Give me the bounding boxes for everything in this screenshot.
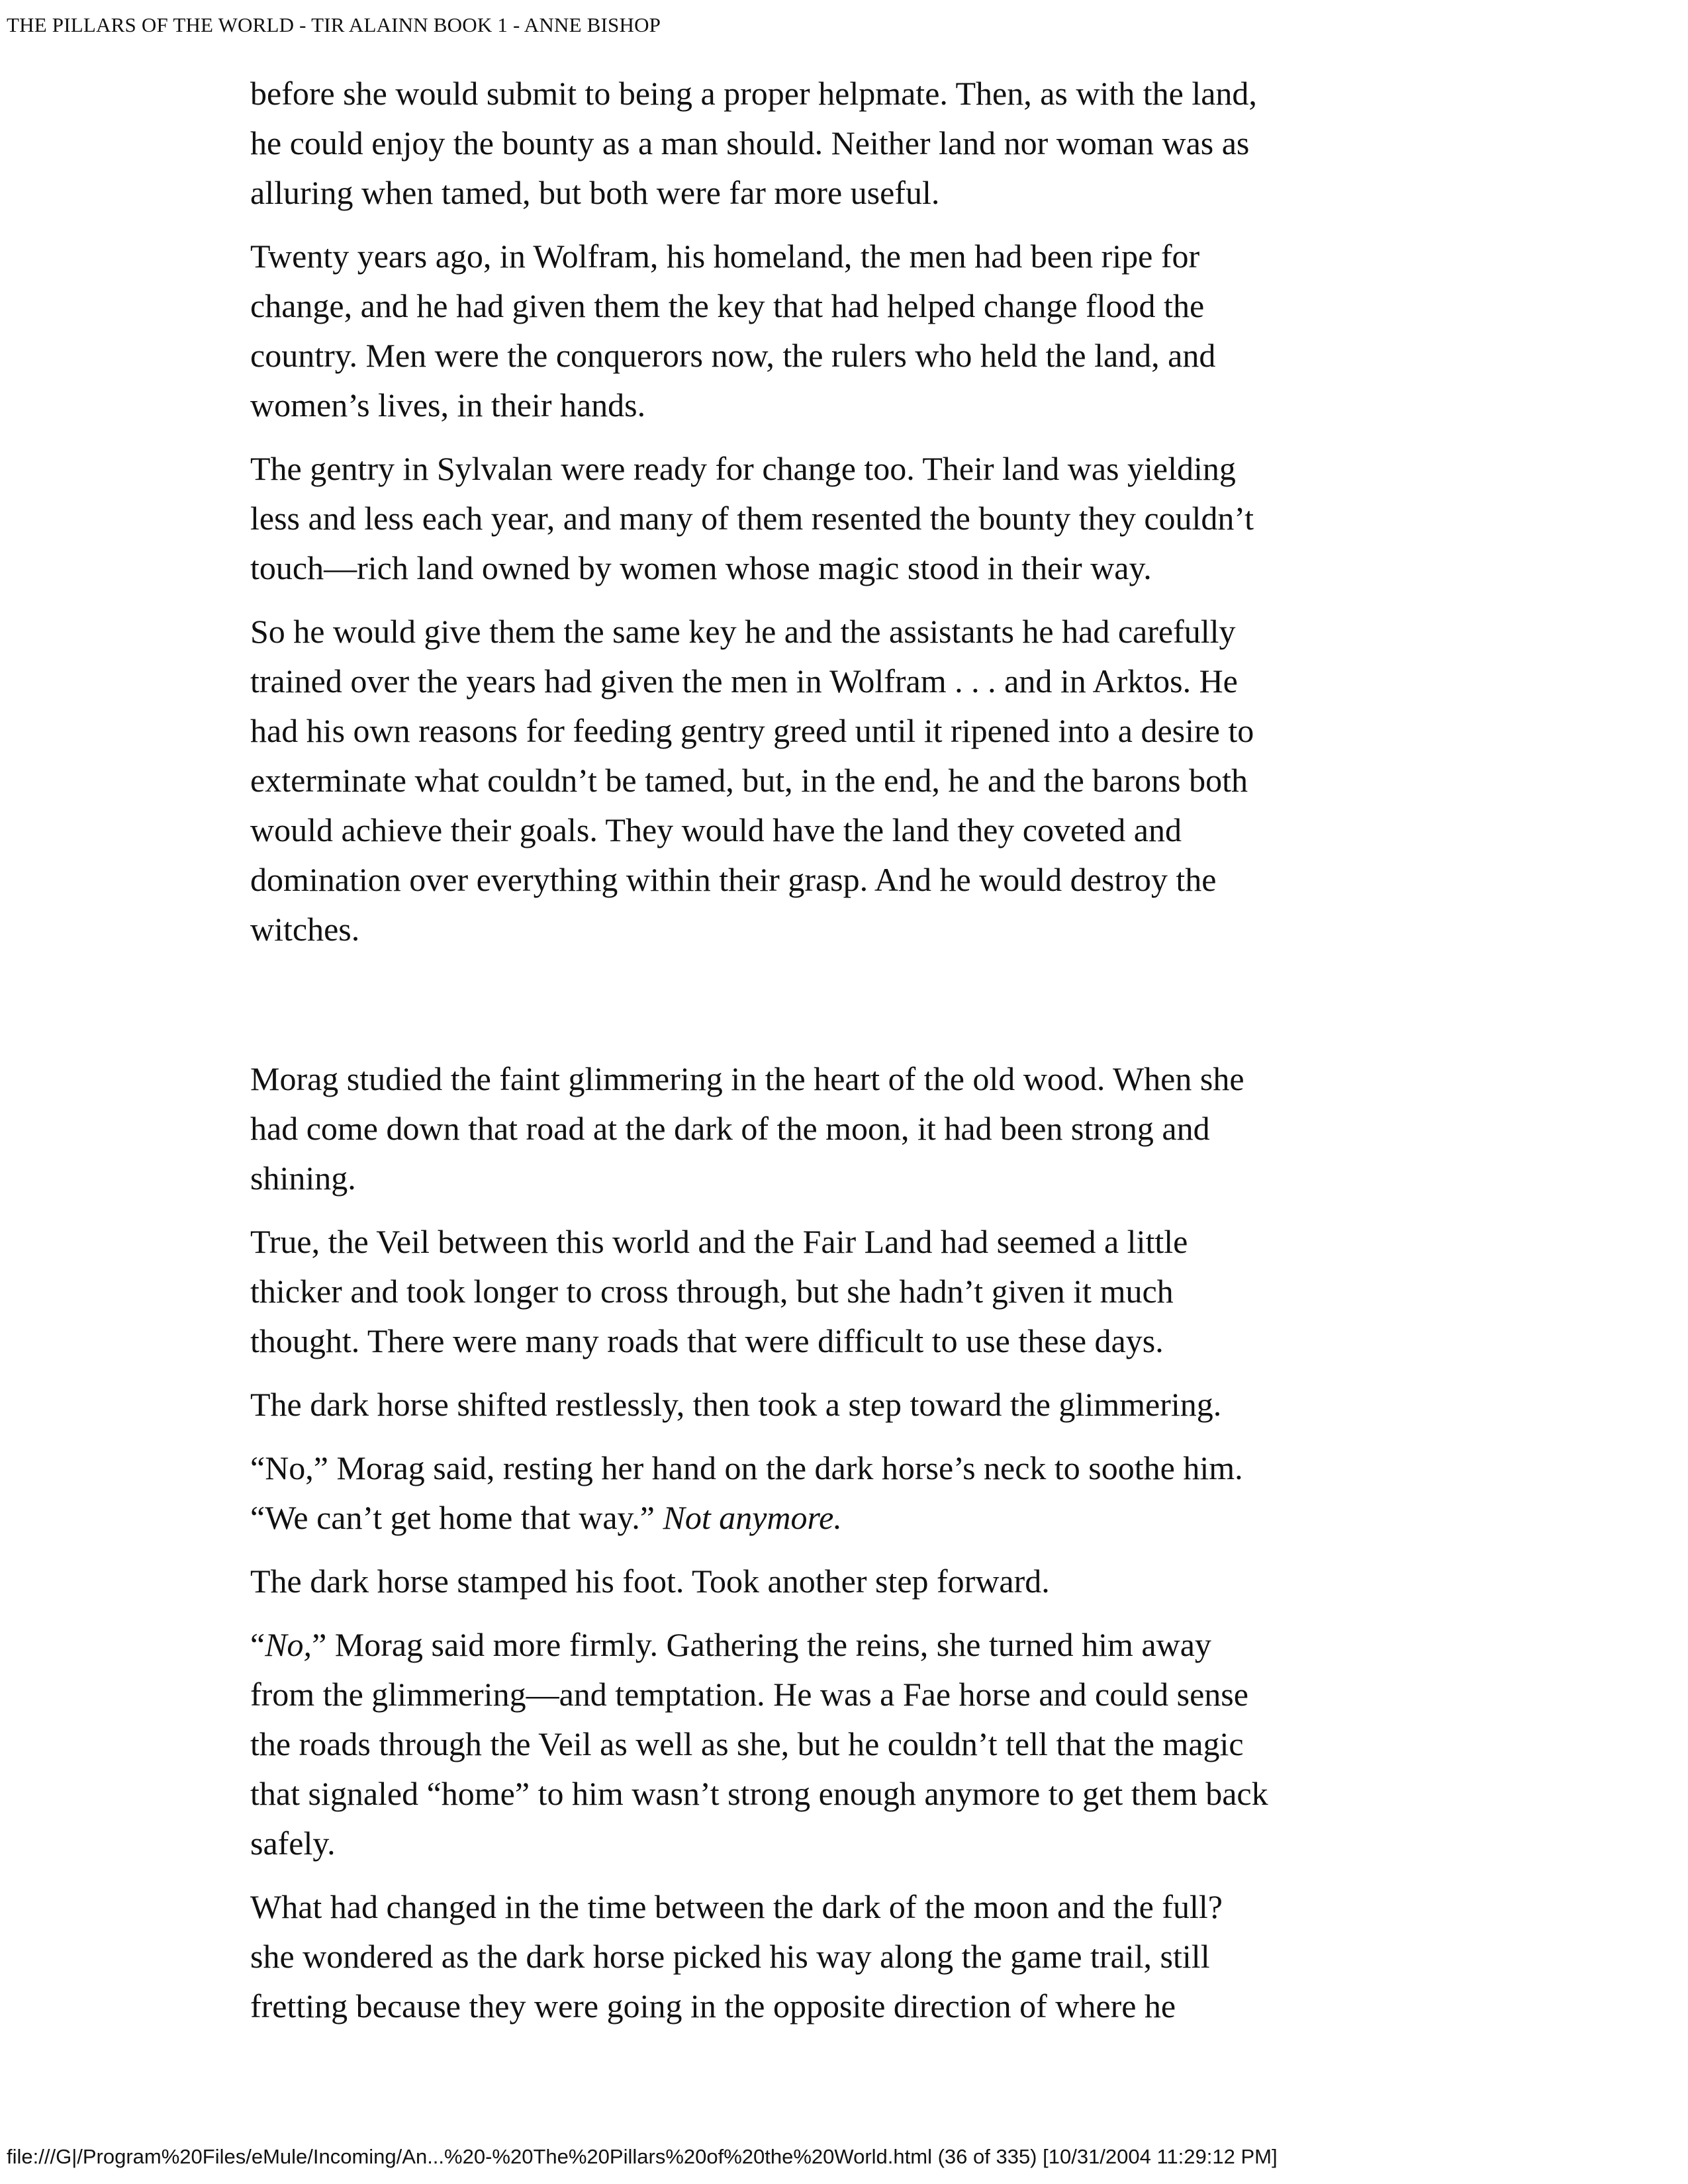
page-footer: file:///G|/Program%20Files/eMule/Incoming/An...%20-%20The%20Pillars%20of%20the%20World.html (36 of 335) [10/31/2004 11:29:12 PM] — [7, 2145, 1278, 2168]
paragraph-7: The dark horse shifted restlessly, then took a step toward the glimmering. — [250, 1386, 1222, 1423]
scene-break — [250, 968, 1442, 1054]
paragraph-9: The dark horse stamped his foot. Took another step forward. — [250, 1563, 1050, 1600]
paragraph-4: So he would give them the same key he and the assistants he had carefully trained over the years had given the men in Wolfram . . . and in Arktos. He had his own reasons for feeding gentry greed until it ripened into a desire to exterminate what couldn’t be tamed, but, in the end, he and the barons both would achieve their goals. They would have the land they coveted and domination over everything within their grasp. And he would destroy the witches. — [250, 613, 1254, 948]
paragraph-11: What had changed in the time between the dark of the moon and the full? she wondered as the dark horse picked his way along the game trail, still fretting because they were going in the opposite direction of where he — [250, 1888, 1223, 2025]
paragraph-2: Twenty years ago, in Wolfram, his homeland, the men had been ripe for change, and he had given them the key that had helped change flood the country. Men were the conquerors now, the rulers who held the land, and women’s lives, in their hands. — [250, 238, 1216, 424]
paragraph-8-dialogue: “No,” Morag said, resting her hand on the dark horse’s neck to soothe him. “We can’t get home that way.” — [250, 1449, 1243, 1536]
paragraph-10-italic-word: No, — [265, 1626, 312, 1663]
paragraph-1: before she would submit to being a proper helpmate. Then, as with the land, he could enjoy the bounty as a man should. Neither land nor woman was as alluring when tamed, but both were far more useful. — [250, 75, 1257, 211]
paragraph-8 — [250, 1443, 1442, 1543]
paragraph-10-text: ” Morag said more firmly. Gathering the reins, she turned him away from the glimmering—and temptation. He was a Fae horse and could sense the roads through the Veil as well as she, but he couldn’t tell that the magic that signaled “home” to him wasn’t strong enough anymore to get them back safely. — [250, 1626, 1268, 1862]
page-body — [250, 69, 1442, 2045]
paragraph-3: The gentry in Sylvalan were ready for change too. Their land was yielding less and less each year, and many of them resented the bounty they couldn’t touch—rich land owned by women whose magic stood in their way. — [250, 450, 1254, 586]
paragraph-8-italic-thought: Not anymore. — [663, 1499, 842, 1536]
paragraph-10 — [250, 1620, 1442, 1868]
paragraph-5: Morag studied the faint glimmering in the heart of the old wood. When she had come down that road at the dark of the moon, it had been strong and shining. — [250, 1060, 1244, 1197]
paragraph-10-open-quote: “ — [250, 1626, 265, 1663]
page-header: THE PILLARS OF THE WORLD - TIR ALAINN BOOK 1 - ANNE BISHOP — [7, 13, 661, 36]
paragraph-6: True, the Veil between this world and the Fair Land had seemed a little thicker and took longer to cross through, but she hadn’t given it much thought. There were many roads that were difficult to use these days. — [250, 1223, 1188, 1359]
